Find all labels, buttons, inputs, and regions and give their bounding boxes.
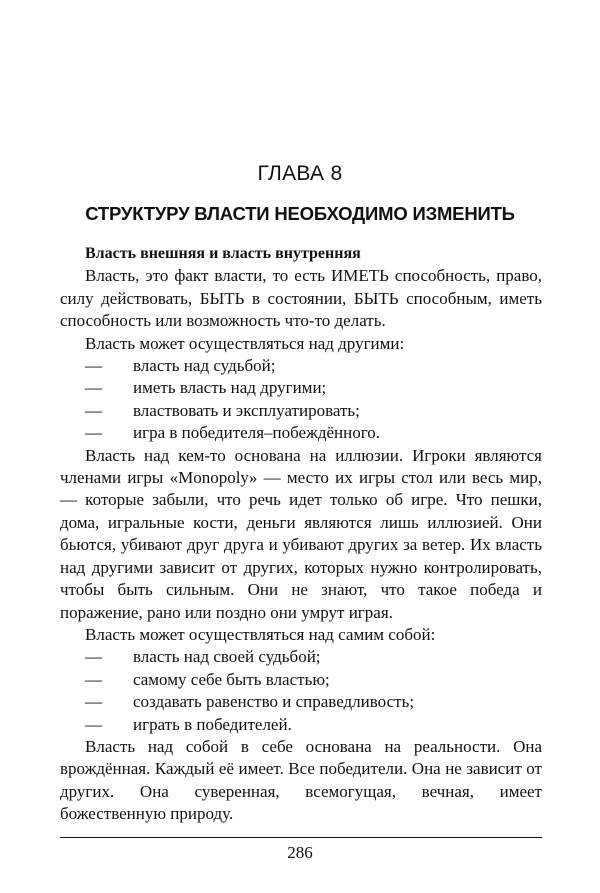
- list-item: [60, 377, 542, 399]
- list-power-over-self: [60, 646, 542, 736]
- list-dash: —: [85, 400, 102, 420]
- chapter-title: СТРУКТУРУ ВЛАСТИ НЕОБХОДИМО ИЗМЕНИТЬ: [85, 203, 515, 224]
- chapter-number: ГЛАВА 8: [257, 162, 343, 185]
- paragraph-power-over-self-intro: Власть может осуществляться над самим собой:: [85, 624, 436, 644]
- list-dash: —: [85, 423, 102, 443]
- list-item-text: игра в победителя–побеждённого.: [133, 423, 381, 443]
- list-item-text: играть в победителей.: [133, 714, 292, 734]
- list-power-over-others: [60, 355, 542, 445]
- list-item-text: самому себе быть властью;: [133, 669, 330, 689]
- paragraph-illusion: Власть над кем-то основана на иллюзии. Игроки являются членами игры «Monopoly» — место их игры стол или весь мир, — которые забыли, что речь идет только об игре. Что пешки, дома, игральные кости, деньги являются лишь иллюзией. Они бьются, убивают друг друга и убивают других за ветер. Их власть над другими зависит от других, которых нужно контролировать, чтобы быть сильным. Они не знают, что такое победа и поражение, рано или поздно они умрут играя.: [60, 445, 542, 622]
- list-item: [60, 691, 542, 713]
- list-item-text: власть над судьбой;: [133, 356, 276, 376]
- paragraph-definition: Власть, это факт власти, то есть ИМЕТЬ способность, право, силу действовать, БЫТЬ в состоянии, БЫТЬ способным, иметь способность или возможность что-то делать.: [60, 266, 542, 331]
- list-item-text: власть над своей судьбой;: [133, 647, 321, 667]
- list-dash: —: [85, 356, 102, 376]
- list-item: [60, 400, 542, 422]
- list-item: [60, 714, 542, 736]
- list-item-text: создавать равенство и справедливость;: [133, 692, 415, 712]
- footer-rule: [60, 837, 542, 838]
- page-number: 286: [287, 843, 313, 862]
- list-dash: —: [85, 378, 102, 398]
- section-heading: Власть внешняя и власть внутренняя: [85, 245, 361, 262]
- list-item: [60, 669, 542, 691]
- list-item: [60, 646, 542, 668]
- paragraph-power-over-others-intro: Власть может осуществляться над другими:: [85, 333, 405, 353]
- list-dash: —: [85, 647, 102, 667]
- paragraph-reality: Власть над собой в себе основана на реальности. Она врождённая. Каждый её имеет. Все победители. Она не зависит от других. Она суверенная, всемогущая, вечная, имеет божественную природу.: [60, 736, 542, 824]
- list-item-text: иметь власть над другими;: [133, 378, 327, 398]
- list-item: [60, 422, 542, 444]
- list-item-text: властвовать и эксплуатировать;: [133, 400, 360, 420]
- list-dash: —: [85, 669, 102, 689]
- list-dash: —: [85, 692, 102, 712]
- body-text: [60, 243, 542, 826]
- list-item: [60, 355, 542, 377]
- list-dash: —: [85, 714, 102, 734]
